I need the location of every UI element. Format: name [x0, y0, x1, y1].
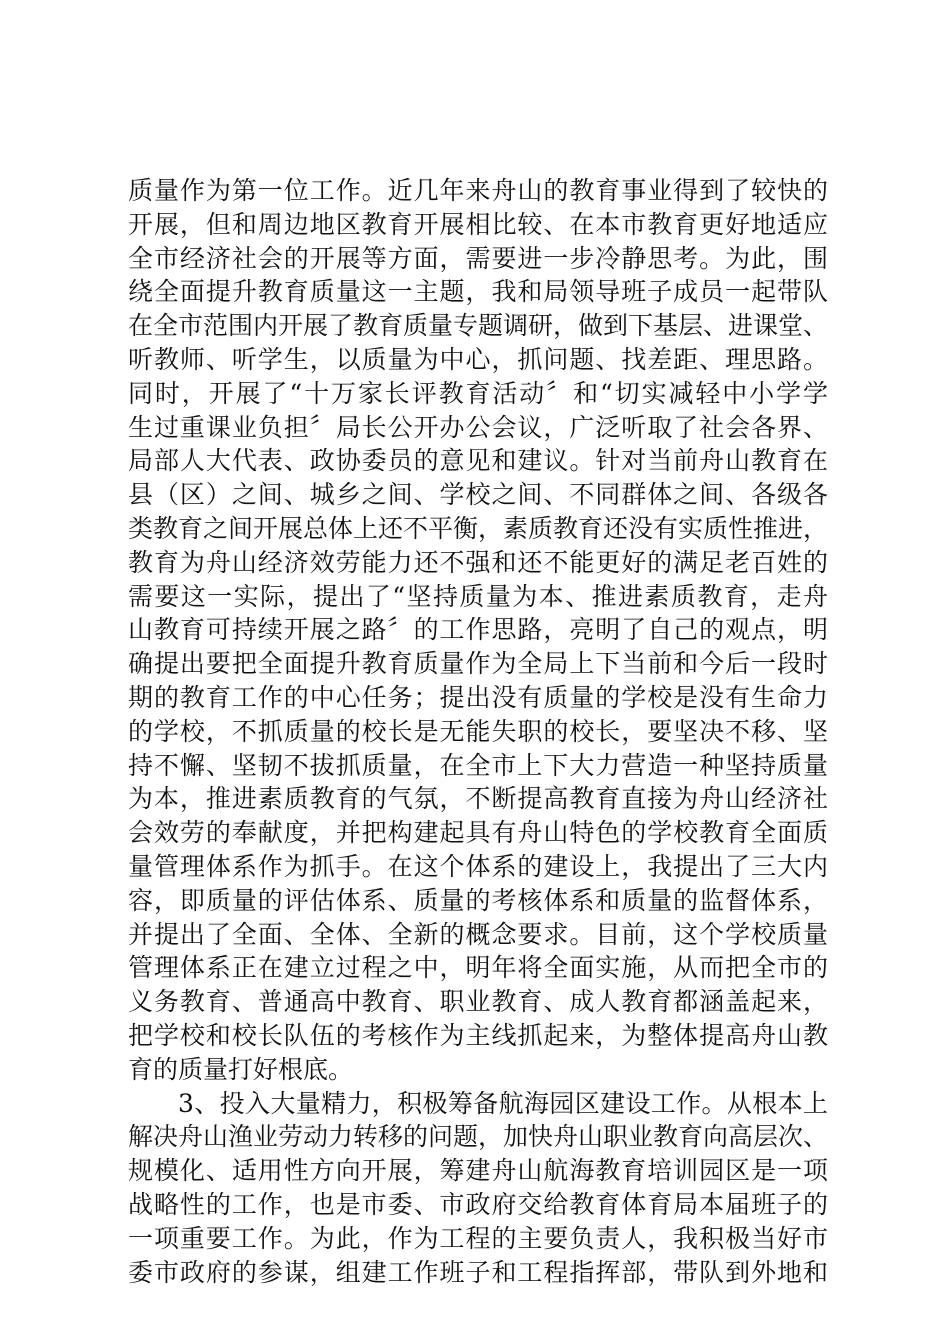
text-line: 的学校，不抓质量的校长是无能失职的校长，要坚决不移、坚: [128, 716, 828, 746]
text-line: 规模化、适用性方向开展，筹建舟山航海教育培训园区是一项: [128, 1156, 828, 1186]
text-line: 委市政府的参谋，组建工作班子和工程指挥部，带队到外地和: [128, 1257, 828, 1287]
body-text: [128, 174, 828, 1289]
text-line: 育的质量打好根底。: [128, 1054, 354, 1084]
text-line: 为本，推进素质教育的气氛，不断提高教育直接为舟山经济社: [128, 784, 828, 814]
paragraph-1: [128, 174, 828, 1087]
text-line: 教育为舟山经济效劳能力还不强和还不能更好的满足老百姓的: [128, 547, 828, 577]
text-line: 同时，开展了“十万家长评教育活动〞和“切实减轻中小学学: [128, 378, 828, 408]
text-line: 管理体系正在建立过程之中，明年将全面实施，从而把全市的: [128, 953, 828, 983]
text-line: 局部人大代表、政协委员的意见和建议。针对当前舟山教育在: [128, 446, 828, 476]
text-line: 容，即质量的评估体系、质量的考核体系和质量的监督体系，: [128, 885, 828, 915]
text-line: 量管理体系作为抓手。在这个体系的建设上，我提出了三大内: [128, 851, 828, 881]
text-line: 战略性的工作，也是市委、市政府交给教育体育局本届班子的: [128, 1189, 828, 1219]
text-line: 一项重要工作。为此，作为工程的主要负责人，我积极当好市: [128, 1223, 828, 1253]
text-line: 质量作为第一位工作。近几年来舟山的教育事业得到了较快的: [128, 176, 828, 205]
text-line: 3、投入大量精力，积极筹备航海园区建设工作。从根本上: [178, 1088, 828, 1118]
text-line: 全市经济社会的开展等方面，需要进一步冷静思考。为此，围: [128, 243, 828, 273]
text-line: 开展，但和周边地区教育开展相比较、在本市教育更好地适应: [128, 209, 828, 239]
text-line: 在全市范围内开展了教育质量专题调研，做到下基层、进课堂、: [128, 311, 829, 341]
text-line: 期的教育工作的中心任务；提出没有质量的学校是没有生命力: [128, 682, 828, 712]
text-line: 山教育可持续开展之路〞的工作思路，亮明了自己的观点，明: [128, 615, 828, 645]
text-line: 解决舟山渔业劳动力转移的问题，加快舟山职业教育向高层次、: [128, 1122, 829, 1152]
text-line: 义务教育、普通高中教育、职业教育、成人教育都涵盖起来，: [128, 987, 828, 1017]
text-line: 持不懈、坚韧不拔抓质量，在全市上下大力营造一种坚持质量: [128, 750, 828, 780]
text-line: 会效劳的奉献度，并把构建起具有舟山特色的学校教育全面质: [128, 818, 828, 848]
text-line: 类教育之间开展总体上还不平衡，素质教育还没有实质性推进，: [128, 513, 829, 543]
text-line: 生过重课业负担〞局长公开办公会议，广泛听取了社会各界、: [128, 412, 828, 442]
text-line: 听教师、听学生，以质量为中心，抓问题、找差距、理思路。: [128, 344, 828, 374]
text-line: 并提出了全面、全体、全新的概念要求。目前，这个学校质量: [128, 919, 828, 949]
text-line: 把学校和校长队伍的考核作为主线抓起来，为整体提高舟山教: [128, 1020, 828, 1050]
text-line: 县（区）之间、城乡之间、学校之间、不同群体之间、各级各: [128, 480, 828, 510]
text-line: 需要这一实际，提出了“坚持质量为本、推进素质教育，走舟: [128, 581, 828, 611]
text-line: 确提出要把全面提升教育质量作为全局上下当前和今后一段时: [128, 649, 828, 679]
paragraph-2: [128, 1087, 828, 1290]
text-line: 绕全面提升教育质量这一主题，我和局领导班子成员一起带队: [128, 277, 828, 307]
